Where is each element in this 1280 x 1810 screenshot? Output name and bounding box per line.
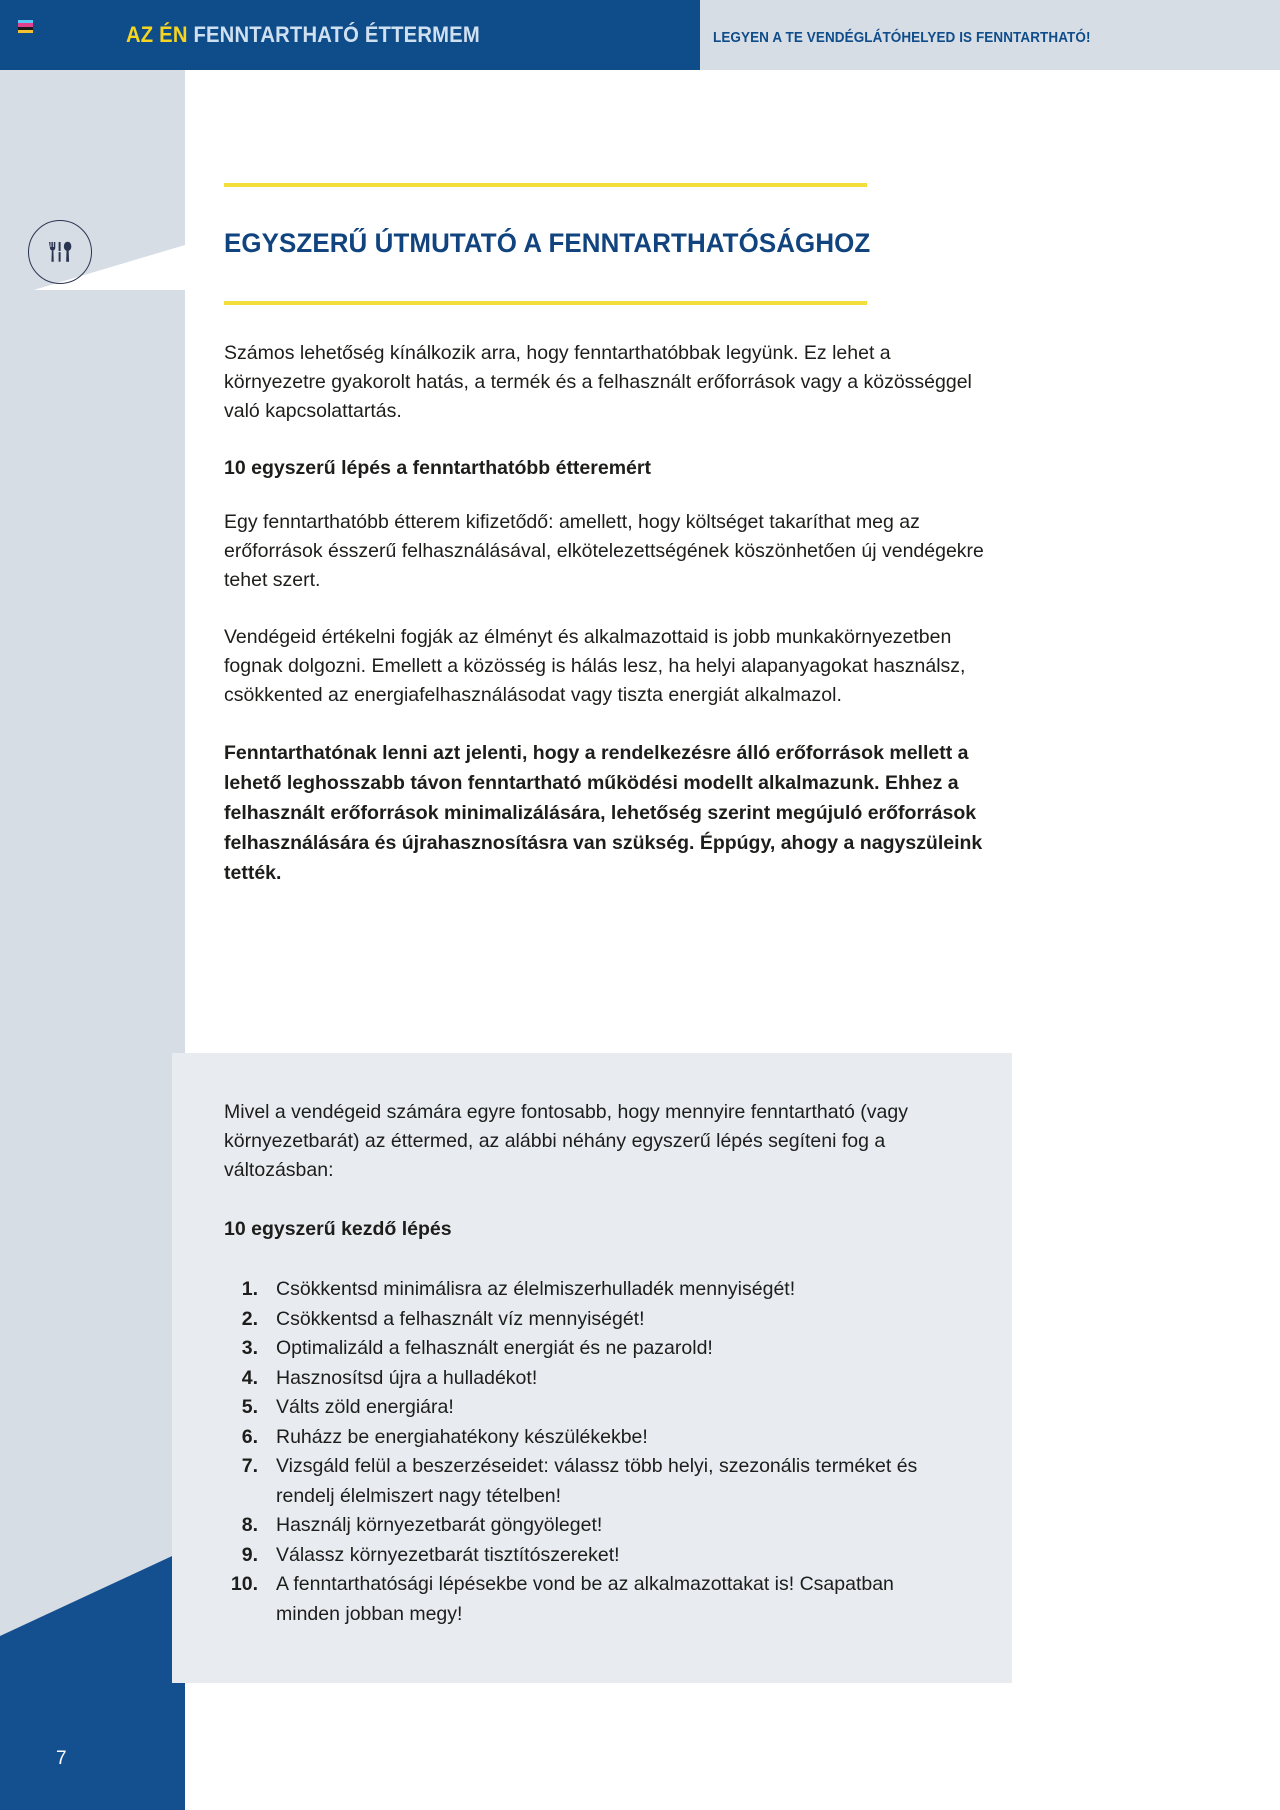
- four-color-bars-logo-icon: [18, 20, 33, 33]
- list-item: [224, 1275, 958, 1305]
- list-item-text: Optimalizáld a felhasznált energiát és ne pazarold!: [276, 1337, 713, 1359]
- list-item: [224, 1511, 958, 1541]
- title-rule-top: [224, 183, 867, 187]
- list-item-text: Válassz környezetbarát tisztítószereket!: [276, 1543, 620, 1566]
- list-item-number: 1.: [241, 1278, 258, 1300]
- list-item-text: Vizsgáld felül a beszerzéseidet: válassz több helyi, szezonális terméket és rendelj élelmiszert nagy tételben!: [276, 1455, 918, 1507]
- intro-paragraph: Számos lehetőség kínálkozik arra, hogy fenntarthatóbbak legyünk. Ez lehet a környezetre gyakorolt hatás, a termék és a felhasznált erőforrások vagy a közösséggel való kapcsolattartás.: [224, 342, 972, 423]
- steps-callout-box: [172, 1053, 1012, 1683]
- list-item: [224, 1452, 958, 1511]
- list-item: [224, 1334, 958, 1364]
- main-content: [172, 0, 1280, 888]
- guests-paragraph: Vendégeid értékelni fogják az élményt és alkalmazottaid is jobb munkakörnyezetben fognak dolgozni. Emellett a közösség is hálás lesz, ha helyi alapanyagokat használsz, csökkented az energiafelhasználásodat vagy tiszta energiát alkalmazol.: [224, 626, 966, 707]
- list-item: [224, 1364, 958, 1394]
- list-item-text: Ruházz be energiahatékony készülékekbe!: [276, 1425, 648, 1448]
- list-item-number: 3.: [241, 1337, 258, 1359]
- list-item-text: Válts zöld energiára!: [276, 1396, 454, 1418]
- list-item: [224, 1541, 958, 1571]
- left-decor-panel-body: [0, 290, 185, 1710]
- header-tagline: LEGYEN A TE VENDÉGLÁTÓHELYED IS FENNTARTHATÓ!: [713, 30, 1091, 46]
- list-item: [224, 1393, 958, 1423]
- list-item: [224, 1570, 958, 1629]
- list-item-number: 10.: [230, 1573, 258, 1595]
- brand-title: [126, 22, 480, 48]
- brand-title-highlight: AZ ÉN: [126, 22, 188, 47]
- list-item-text: Csökkentsd minimálisra az élelmiszerhulladék mennyiségét!: [276, 1278, 796, 1300]
- list-item-number: 4.: [241, 1366, 258, 1389]
- body-column: [224, 305, 994, 888]
- sub-heading-steps: 10 egyszerű lépés a fenntarthatóbb étteremért: [224, 457, 651, 480]
- list-item-text: Hasznosítsd újra a hulladékot!: [276, 1366, 538, 1389]
- list-item-number: 2.: [241, 1307, 258, 1330]
- callout-intro: Mivel a vendégeid számára egyre fontosabb, hogy mennyire fenntartható (vagy környezetbarát) az éttermed, az alábbi néhány egyszerű lépés segíteni fog a változásban:: [224, 1101, 908, 1181]
- list-item-number: 6.: [241, 1425, 258, 1448]
- list-item-number: 9.: [241, 1543, 258, 1566]
- page-header: [0, 0, 1280, 70]
- list-item-number: 5.: [241, 1396, 258, 1418]
- list-item-number: 7.: [241, 1455, 258, 1477]
- callout-list-heading: 10 egyszerű kezdő lépés: [224, 1218, 452, 1240]
- steps-list: [224, 1275, 958, 1629]
- list-item: [224, 1423, 958, 1453]
- cutlery-icon: [28, 220, 92, 284]
- list-item: [224, 1305, 958, 1335]
- list-item-text: Használj környezetbarát göngyöleget!: [276, 1514, 603, 1536]
- benefit-paragraph: Egy fenntarthatóbb étterem kifizetődő: amellett, hogy költséget takaríthat meg az erőforrások ésszerű felhasználásával, elkötelezettségének köszönhetően új vendégekre tehet szert.: [224, 511, 984, 592]
- list-item-text: A fenntarthatósági lépésekbe vond be az alkalmazottakat is! Csapatban minden jobban megy!: [276, 1573, 894, 1625]
- list-item-text: Csökkentsd a felhasznált víz mennyiségét!: [276, 1307, 645, 1330]
- page-number: 7: [56, 1748, 67, 1769]
- brand-title-rest: FENNTARTHATÓ ÉTTERMEM: [193, 22, 480, 47]
- page-title: EGYSZERŰ ÚTMUTATÓ A FENNTARTHATÓSÁGHOZ: [224, 228, 871, 259]
- definition-paragraph: Fenntarthatónak lenni azt jelenti, hogy a rendelkezésre álló erőforrások mellett a lehető leghosszabb távon fenntartható működési modellt alkalmazunk. Ehhez a felhasznált erőforrások minimalizálására, lehetőség szerint megújuló erőforrások felhasználására és újrahasznosításra van szükség. Éppúgy, ahogy a nagyszüleink tették.: [224, 742, 983, 885]
- list-item-number: 8.: [241, 1514, 258, 1536]
